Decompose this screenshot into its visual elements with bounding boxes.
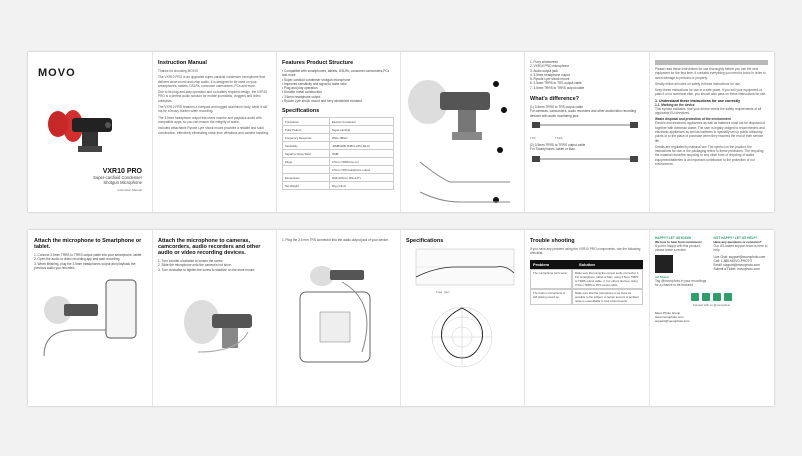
features-panel <box>276 52 401 212</box>
warning-3: Keep these instructions for use in a safe place. If you sell your equipment or pass it on to someone else, you should also pass on these instructions for use. <box>655 88 767 97</box>
company-website[interactable]: www.movophoto.com <box>655 315 684 320</box>
trs-cable-illustration <box>530 119 640 131</box>
feature-item: • Compatible with smartphones, tablets, DSLRs, consumer camcorders,PCs and more <box>282 69 390 78</box>
spec-graph-panel <box>400 230 525 406</box>
spec-graph-title: Specifications <box>406 238 444 244</box>
intro-p6: Included detachable Rycote Lyre shock mount provides a reliable and solid construction, effectively eliminating noise from vibrations and camera handling. <box>158 126 270 135</box>
diff1-label: (1) 3.5mm TRRS to TRS output cable <box>530 105 584 110</box>
nothappy-text: Our US-based support team is here to help <box>713 244 768 253</box>
manual-sheet-back <box>28 230 774 406</box>
ce-text: This symbol indicates, that your device meets the safety requirements of all applicable EU directives. <box>655 106 762 116</box>
youtube-icon[interactable] <box>724 293 732 301</box>
warning-1: Please read these instructions for use thoroughly before you use the new equipment for the first time. It contains everything you need to know in order to avoid damage to persons or property. <box>655 67 766 80</box>
attach-step: 2. Open the audio or video recording app and start recording. <box>34 257 121 262</box>
frequency-response-chart <box>406 247 518 297</box>
qr-code-icon <box>655 255 673 273</box>
ad-title: Ad Share! <box>655 274 670 279</box>
doc-type: Instruction Manual <box>117 188 142 192</box>
marking-subtitle: 1.1. Marking on the device <box>655 102 695 107</box>
header-solution: Solution <box>576 260 643 269</box>
part-item: 4. 3.5mm headphone output <box>530 72 570 77</box>
feature-item: • 3.5mm headphone output <box>282 94 321 99</box>
contact-channel[interactable]: Live Chat: support@movophoto.com <box>713 254 766 259</box>
twitter-icon[interactable] <box>702 293 710 301</box>
table-row: Polar Pattern Super-cardioid <box>283 126 394 134</box>
social-icons <box>655 293 768 301</box>
table-row: Plugs 3.5mm TRRS line out <box>283 158 394 166</box>
part-item: 2. VXR10 PRO microphone <box>530 64 569 69</box>
table-row: Sensitivity -38dB±3dB (0dB=1V/Pa,1kHz) <box>283 142 394 150</box>
spec-table <box>282 117 394 190</box>
diff2-label: (2) 3.5mm TRRS to TRRS output cable <box>530 142 586 147</box>
solution-cell: Make sure that using the correct audio connector. 1. For smartphone, tablet or Mac, using 3.5mm TRRS to TRRS output cable. 2. For others devices, using 3.5mm TRRS to TRS output cable. <box>572 269 643 289</box>
trs-label: TRS <box>530 135 536 140</box>
subtitle-line-1: Super-cardioid Condenser <box>93 175 142 180</box>
structure-diagram-panel <box>400 52 525 212</box>
table-row: Transducer Electret Condenser <box>283 118 394 126</box>
disposal-text: Electric and electronic appliances as well as batteries must not be disposed of together with domestic waste. The user is legally obliged to return electric and electronic appliances as well as batteries to specially set up public collecting points or to the place of purchase when they reached the end of their service life. <box>655 121 766 143</box>
facebook-icon[interactable] <box>691 293 699 301</box>
subtitle-line-2: Shotgun Microphone <box>103 180 142 185</box>
attach-smartphone-panel <box>28 230 153 406</box>
intro-p4: The VXR10 PRO features a compact and rugged aluminium body, while it will not be a heavy burden when recording. <box>158 105 268 114</box>
part-item: 1. Furry windscreen <box>530 60 558 64</box>
movo-logo: MOVO <box>38 67 76 79</box>
happy-header: HAPPY? LET US KNOW <box>655 236 692 240</box>
solution-cell: Make sure that the microphone is as close as possible to the subject. A certain amount of ambient noise is unavoidable in loud environments. <box>572 289 643 305</box>
attach-step: 2. Slide the microphone onto the camera's hot shoe. <box>158 263 232 268</box>
product-structure-diagram <box>400 52 524 212</box>
plug-panel <box>276 230 401 406</box>
part-item: 3. Audio output jack <box>530 68 558 73</box>
instagram-icon[interactable] <box>713 293 721 301</box>
feature-item: • Super-cardioid condenser shotgun microphone <box>282 77 351 82</box>
trouble-panel <box>524 230 650 406</box>
plug-step: 1. Plug the 3.5 mm TRS connector into the audio output jack of your device. <box>282 238 389 242</box>
attach-camera-title: Attach the microphone to cameras, camcorders, audio recorders and other audio or video recording devices. <box>158 238 261 256</box>
understand-title: 1. Understand these instructions for use correctly <box>655 98 741 103</box>
table-row: 3.5mm TRS headphone output <box>283 166 394 174</box>
happy-title: We love to hear from customers! <box>655 240 702 244</box>
company-email[interactable]: support@movophoto.com <box>655 319 690 324</box>
intro-panel <box>152 52 277 212</box>
trrs-cable-illustration <box>530 153 640 165</box>
attach-step: 1. Connect 3.5mm TRRS to TRRS output cable into your smartphone, tablet. <box>34 253 143 257</box>
features-title: Features Product Structure <box>282 60 354 66</box>
feature-item: • Rycote Lyre shock mount and furry windshield included <box>282 99 362 104</box>
attach-smartphone-title: Attach the microphone to Smartphone or tablet. <box>34 238 142 250</box>
cover-panel <box>28 52 153 212</box>
part-item: 6. 3.5mm TRRS to TRS output cable <box>530 81 582 86</box>
polar-pattern-chart <box>406 302 518 372</box>
plug-illustration <box>282 242 394 382</box>
manual-sheet-front <box>28 52 774 212</box>
microphone-illustration <box>38 96 126 156</box>
diff2-text: For Smartphones, tablet or Mac. <box>530 147 576 152</box>
attach-camera-panel <box>152 230 277 406</box>
attach-step: 3. Turn clockwise to tighten the screw to stabilize on the shoe mount. <box>158 267 256 272</box>
social-handle: @movophoto <box>713 303 731 308</box>
warning-bar <box>655 60 768 65</box>
parts-panel <box>524 52 650 212</box>
model-name: VXR10 PRO <box>102 168 142 175</box>
contact-channel[interactable]: Email: support@movophoto.com <box>713 263 760 268</box>
trrs-label: TRRS <box>555 135 563 140</box>
nothappy-header: NOT HAPPY? LET US HELP! <box>713 236 757 240</box>
table-row: Net Weight 46g (1.6oz) <box>283 182 394 190</box>
nothappy-title: Have any questions or concerns? <box>713 240 762 244</box>
regulation-text: Details are regulated by national law. The symbol on the product, the instructions for use or the packaging refers to these provisions. The recycling, the material reuse/the recycling or any other form of recycling of waste equipment/batteries is an important contribution to the protection of our environment. <box>655 144 765 167</box>
happy-text: If you're happy with this product, please leave a review <box>655 244 701 253</box>
table-row: Signal to Noise Ratio 78dB <box>283 150 394 158</box>
table-row: Dimensions Φ26x120mm (Φ1x4.8") <box>283 174 394 182</box>
table-row: Frequency Response 35Hz-18KHz <box>283 134 394 142</box>
diff1-text: For cameras, camcorders, audio recorders and other audio/video recording devices with audio monitoring jack. <box>530 109 636 118</box>
trouble-intro: If you have any problem using the VXR10 PRO components, use the following checklist: <box>530 247 641 256</box>
contact-channel[interactable]: Call: 1-888-MOVO-PHOTO <box>713 258 753 263</box>
problem-cell: The microphone can't work. <box>530 269 572 289</box>
company-name: Movo Photo Group <box>655 311 681 316</box>
warning-2: Strictly follow all notes on safety in these instructions for use. <box>655 81 741 86</box>
safety-panel <box>649 52 774 212</box>
attach-step: 1. Turn counter-clockwise to loosen the screw. <box>158 259 224 263</box>
trouble-title: Trouble shooting <box>530 238 575 244</box>
intro-p2: The VXR10 PRO is an upgraded super-cardioid condenser microphone that delivers clear sound and crisp audio. It is designed to be used on your smartphones, tablets, DSLRs, consumer camcorders, PCs and more. <box>158 75 265 88</box>
attach-step: 3. When finishing, plug the 3.5mm headphones output and playback the previous audio you recorded. <box>34 261 136 270</box>
intro-title: Instruction Manual <box>158 60 207 66</box>
part-item: 7. 3.5mm TRRS to TRRS output cable <box>530 85 585 90</box>
feature-item: • Improved sensitivity and signal to noise ratio <box>282 81 347 86</box>
contact-channel[interactable]: Submit a Ticket: movophoto.com <box>713 267 760 272</box>
contact-panel <box>649 230 774 406</box>
smartphone-illustration <box>34 270 146 360</box>
spec-title: Specifications <box>282 108 320 115</box>
camera-illustration <box>158 272 270 372</box>
intro-p1: Thanks for choosing MOVO! <box>158 69 199 73</box>
header-problem: Problem <box>530 260 576 269</box>
intro-p3: Due to its plug-and-play operation and no battery required design, the VXR10 PRO is a perfect audio solution for mobile journalists, vloggers and video hobbyists. <box>158 90 268 103</box>
part-item: 5. Rycote Lyre shock mount <box>530 77 570 82</box>
intro-p5: The 3.5mm headphone output lets users monitor and playback audio with compatible apps, so you can ensure the integrity of audio. <box>158 115 262 124</box>
difference-title: What's difference? <box>530 96 579 103</box>
problem-cell: The built-in microphone is still picking sound up. <box>530 289 572 305</box>
social-caption: Connect with us <box>692 303 713 308</box>
ad-text: Tag @movophoto in your recordings for a chance to be featured <box>655 278 707 287</box>
disposal-title: Waste disposal and protection of the environment <box>655 117 731 122</box>
svg-text:Freq. (Hz): Freq. (Hz) <box>436 290 450 294</box>
feature-item: • Durable metal construction <box>282 90 322 95</box>
feature-item: • Plug and play operation <box>282 86 318 91</box>
